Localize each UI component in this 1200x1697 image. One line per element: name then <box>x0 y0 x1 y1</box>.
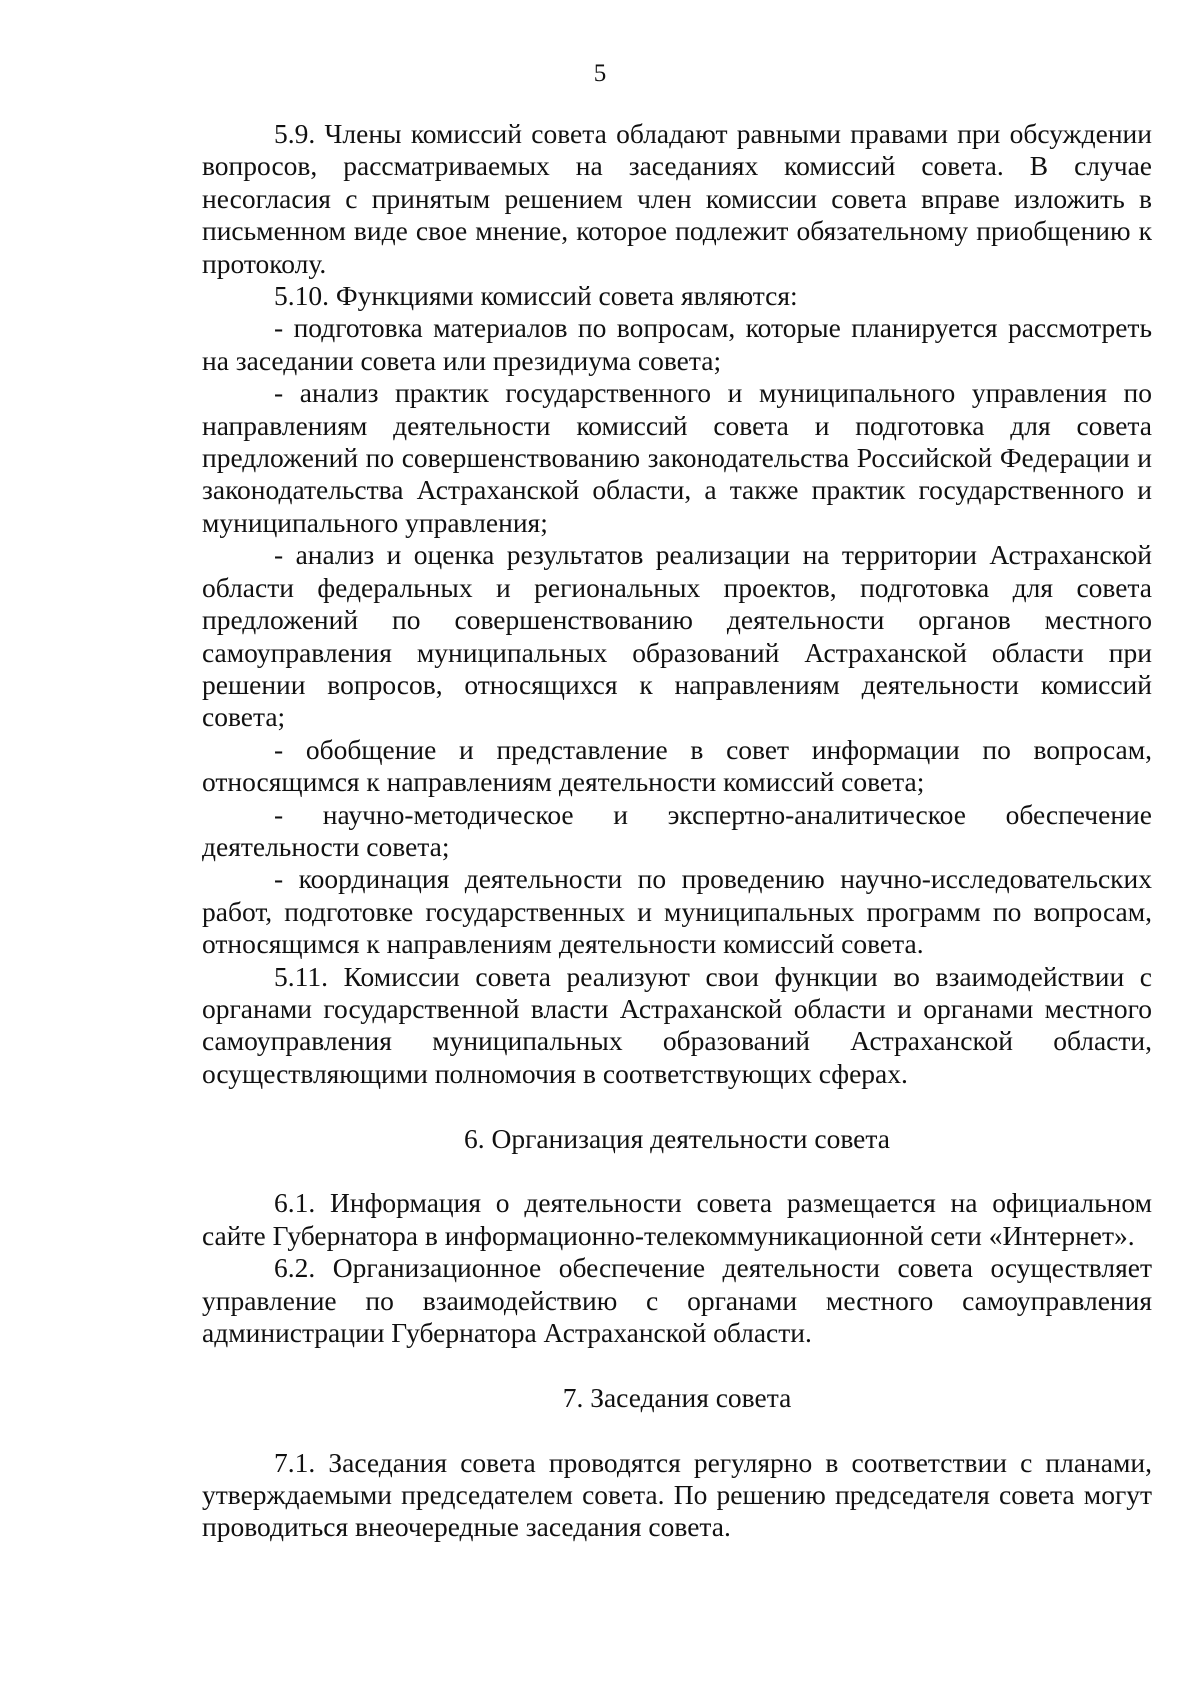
list-item: - анализ и оценка результатов реализации на территории Астраханской области федеральных и региональных проектов, подготовка для совета предложений по совершенствованию деятельности органов местного самоуправления муниципальных образований Астраханской области при решении вопросов, относящихся к направлениям деятельности комиссий совета; <box>202 539 1152 733</box>
paragraph-7-1: 7.1. Заседания совета проводятся регулярно в соответствии с планами, утверждаемыми председателем совета. По решению председателя совета могут проводиться внеочередные заседания совета. <box>202 1446 1152 1543</box>
section-heading-7: 7. Заседания совета <box>562 1381 792 1413</box>
paragraph-6-2: 6.2. Организационное обеспечение деятельности совета осуществляет управление по взаимодействию с органами местного самоуправления администрации Губернатора Астраханской области. <box>202 1252 1152 1348</box>
document-body <box>202 118 1152 1544</box>
section-spacer <box>202 1155 1152 1187</box>
list-item: - подготовка материалов по вопросам, которые планируется рассмотреть на заседании совета или президиума совета; <box>202 312 1152 376</box>
list-item: - координация деятельности по проведению научно-исследовательских работ, подготовке государственных и муниципальных программ по вопросам, относящимся к направлениям деятельности комиссий совета. <box>202 863 1152 960</box>
section-spacer <box>202 1349 1152 1381</box>
section-heading-6: 6. Организация деятельности совета <box>464 1122 890 1154</box>
page-number: 5 <box>593 60 607 87</box>
list-item: - обобщение и представление в совет информации по вопросам, относящимся к направлениям деятельности комиссий совета; <box>202 733 1152 798</box>
paragraph-5-11: 5.11. Комиссии совета реализуют свои функции во взаимодействии с органами государственной власти Астраханской области и органами местного самоуправления муниципальных образований Астраханской области, осуществляющими полномочия в соответствующих сферах. <box>202 960 1152 1089</box>
paragraph-6-1: 6.1. Информация о деятельности совета размещается на официальном сайте Губернатора в информационно-телекоммуникационной сети «Интернет». <box>202 1187 1152 1251</box>
list-item: - научно-методическое и экспертно-аналитическое обеспечение деятельности совета; <box>202 798 1152 862</box>
list-item: - анализ практик государственного и муниципального управления по направлениям деятельности комиссий совета и подготовка для совета предложений по совершенствованию законодательства Российской Федерации и законодательства Астраханской области, а также практик государственного и муниципального управления; <box>202 377 1152 538</box>
paragraph-5-10: 5.10. Функциями комиссий совета являются: <box>274 280 798 312</box>
section-spacer <box>202 1414 1152 1446</box>
paragraph-5-9: 5.9. Члены комиссий совета обладают равными правами при обсуждении вопросов, рассматриваемых на заседаниях комиссий совета. В случае несогласия с принятым решением член комиссии совета вправе изложить в письменном виде свое мнение, которое подлежит обязательному приобщению к протоколу. <box>202 118 1152 279</box>
section-spacer <box>202 1090 1152 1122</box>
